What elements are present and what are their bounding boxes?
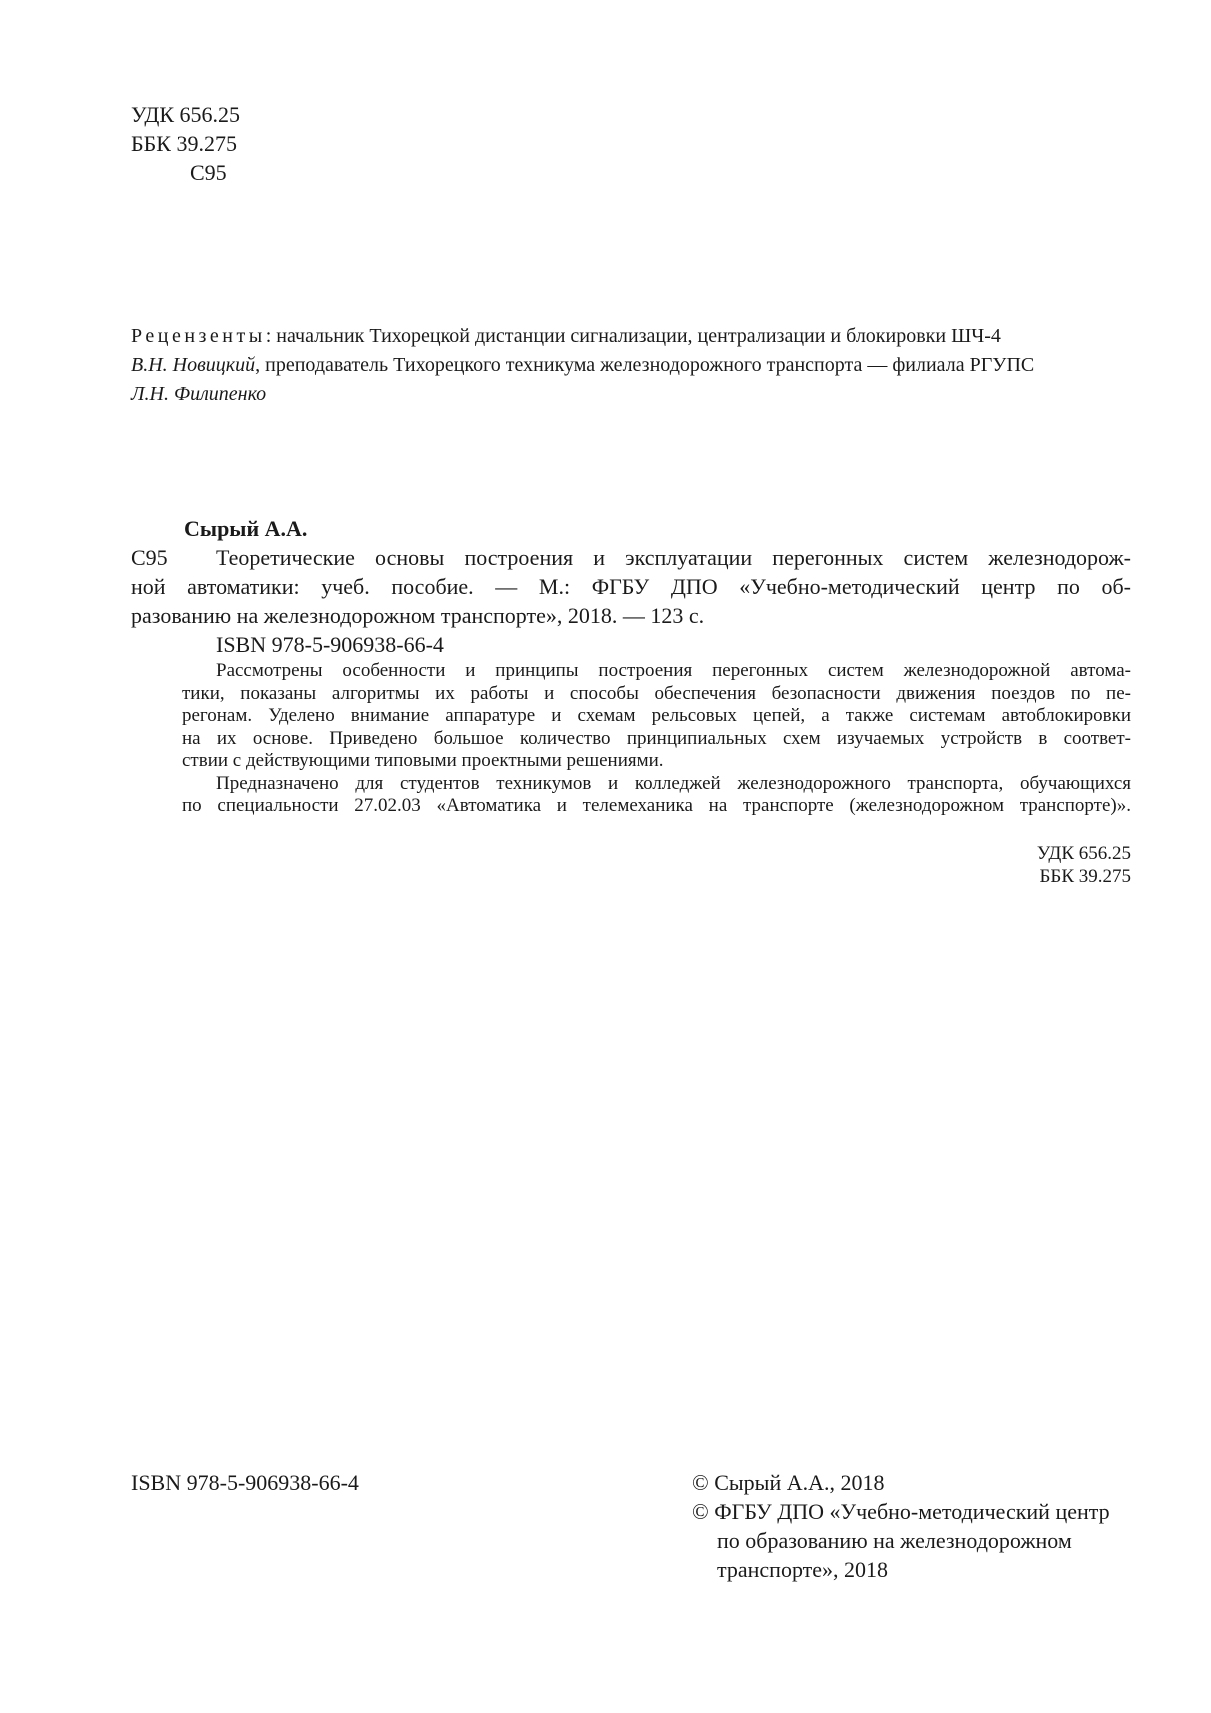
abstract-udk-code: УДК 656.25 — [1036, 843, 1131, 864]
abstract-p1-line-5: ствии с действующими типовыми проектными решениями. — [182, 750, 664, 771]
title-line-1-text: Теоретические основы построения и эксплуатации перегонных систем железнодорож- — [216, 545, 1131, 570]
abstract-p1-line-2: тики, показаны алгоритмы их работы и способы обеспечения безопасности движения поездов по пе- — [182, 682, 1131, 704]
author-name: Сырый А.А. — [184, 516, 308, 541]
abstract-bbk-code: ББК 39.275 — [1039, 865, 1131, 887]
copyright-author: © Сырый А.А., 2018 — [692, 1470, 885, 1495]
copyright-block — [692, 1468, 1110, 1584]
reviewers-line-2 — [131, 351, 1131, 380]
reviewer-2-name: Л.Н. Филипенко — [131, 383, 267, 405]
abstract-p1-line-3: регонам. Уделено внимание аппаратуре и схемам рельсовых цепей, а также системам автоблокировки — [182, 705, 1131, 726]
bbk-code: ББК 39.275 — [131, 131, 237, 156]
reviewers-line-1-text: : начальник Тихорецкой дистанции сигнализации, централизации и блокировки ШЧ-4 — [265, 325, 1001, 347]
abstract-p1-line-4: на их основе. Приведено большое количество принципиальных схем изучаемых устройств в соответ- — [182, 727, 1131, 749]
cutter-mark: С95 — [190, 160, 227, 185]
record-isbn: ISBN 978-5-906938-66-4 — [216, 632, 444, 657]
footer-isbn: ISBN 978-5-906938-66-4 — [131, 1470, 359, 1495]
classification-codes — [131, 100, 240, 187]
udk-code: УДК 656.25 — [131, 102, 241, 127]
reviewers-line-1 — [131, 322, 1131, 351]
abstract — [182, 660, 1131, 818]
abstract-classification-codes — [1037, 843, 1131, 888]
abstract-p1-line-1: Рассмотрены особенности и принципы построения перегонных систем железнодорожной автома- — [216, 660, 1131, 681]
copyright-publisher-line-2: по образованию на железнодорожном — [717, 1528, 1072, 1553]
abstract-p2-line-2: по специальности 27.02.03 «Автоматика и телемеханика на транспорте (железнодорожном транспорте)». — [182, 795, 1131, 816]
record-cutter-mark: С95 — [131, 545, 168, 570]
bibliographic-record — [131, 514, 1131, 659]
reviewers-label: Рецензенты — [131, 325, 266, 347]
reviewers-line-2-text: , преподаватель Тихорецкого техникума железнодорожного транспорта — филиала РГУПС — [255, 354, 1035, 376]
title-line-3: разованию на железнодорожном транспорте», 2018. — 123 с. — [131, 603, 705, 628]
title-line-1 — [131, 543, 1131, 572]
reviewer-1-name: В.Н. Новицкий — [131, 354, 256, 376]
copyright-publisher-line-3: транспорте», 2018 — [717, 1557, 889, 1582]
copyright-publisher-line-1: © ФГБУ ДПО «Учебно-методический центр — [692, 1499, 1110, 1524]
abstract-p2-line-1: Предназначено для студентов техникумов и колледжей железнодорожного транспорта, обучающихся — [216, 772, 1131, 794]
title-line-2: ной автоматики: учеб. пособие. — М.: ФГБУ ДПО «Учебно-методический центр по об- — [131, 574, 1131, 599]
reviewers-block — [131, 322, 1131, 409]
